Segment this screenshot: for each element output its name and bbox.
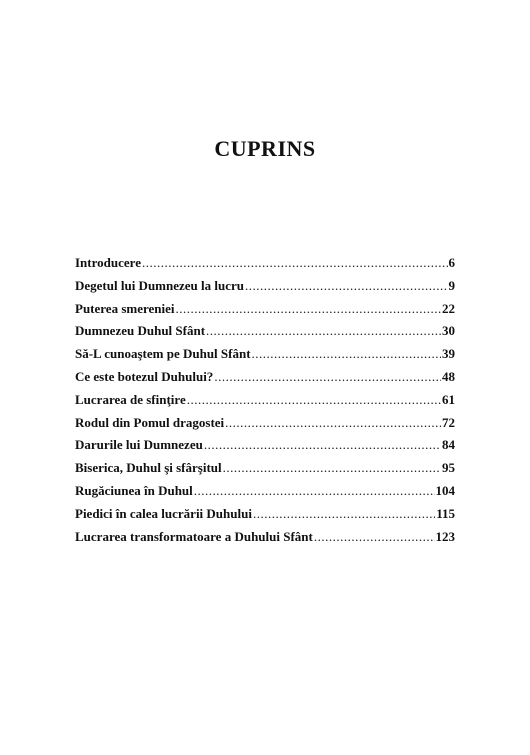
dot-leader [314, 529, 435, 545]
dot-leader [214, 369, 441, 385]
toc-entry-page: 22 [442, 300, 455, 316]
toc-entry [75, 255, 455, 278]
toc-entry-page: 84 [442, 437, 455, 453]
dot-leader [225, 415, 441, 431]
dot-leader [206, 323, 441, 339]
toc-entry-page: 30 [442, 323, 455, 339]
toc-entry-page: 115 [436, 505, 455, 521]
dot-leader [187, 392, 441, 408]
dot-leader [204, 437, 441, 453]
toc-entry-title: Să-L cunoaştem pe Duhul Sfânt [75, 346, 251, 362]
toc-entry-page: 104 [435, 482, 455, 498]
toc-entry [75, 415, 455, 438]
toc-entry-page: 6 [448, 255, 455, 270]
toc-entry-title: Piedici în calea lucrării Duhului [75, 505, 252, 521]
toc-entry [75, 301, 455, 324]
toc-entry-title: Lucrarea de sfinţire [75, 391, 186, 407]
toc-entry [75, 437, 455, 460]
toc-entry-page: 123 [435, 528, 455, 544]
toc-entry [75, 278, 455, 301]
toc-entry-page: 39 [442, 346, 455, 362]
toc-entry [75, 369, 455, 392]
toc-entry [75, 392, 455, 415]
toc-entry [75, 529, 455, 552]
table-of-contents [75, 255, 455, 551]
toc-entry-title: Biserica, Duhul şi sfârşitul [75, 460, 222, 476]
toc-entry-title: Lucrarea transformatoare a Duhului Sfânt [75, 528, 313, 544]
toc-entry-title: Darurile lui Dumnezeu [75, 437, 203, 453]
toc-entry [75, 506, 455, 529]
dot-leader [194, 483, 435, 499]
toc-entry-page: 48 [442, 368, 455, 384]
toc-entry [75, 460, 455, 483]
dot-leader [176, 301, 441, 317]
toc-entry-title: Introducere [75, 255, 141, 270]
toc-entry-title: Degetul lui Dumnezeu la lucru [75, 277, 244, 293]
toc-entry-page: 72 [442, 414, 455, 430]
toc-entry-title: Rodul din Pomul dragostei [75, 414, 225, 430]
toc-entry-title: Rugăciunea în Duhul [75, 482, 193, 498]
dot-leader [253, 506, 435, 522]
toc-entry-page: 9 [448, 277, 455, 293]
toc-entry [75, 323, 455, 346]
toc-entry-title: Dumnezeu Duhul Sfânt [75, 323, 206, 339]
toc-entry-title: Ce este botezul Duhului? [75, 368, 214, 384]
dot-leader [223, 460, 441, 476]
toc-entry-title: Puterea smereniei [75, 300, 175, 316]
toc-entry-page: 61 [442, 391, 455, 407]
toc-entry-page: 95 [442, 460, 455, 476]
dot-leader [245, 278, 448, 294]
toc-entry [75, 483, 455, 506]
dot-leader [142, 255, 448, 271]
toc-entry [75, 346, 455, 369]
dot-leader [252, 346, 441, 362]
page-title: CUPRINS [214, 136, 316, 161]
